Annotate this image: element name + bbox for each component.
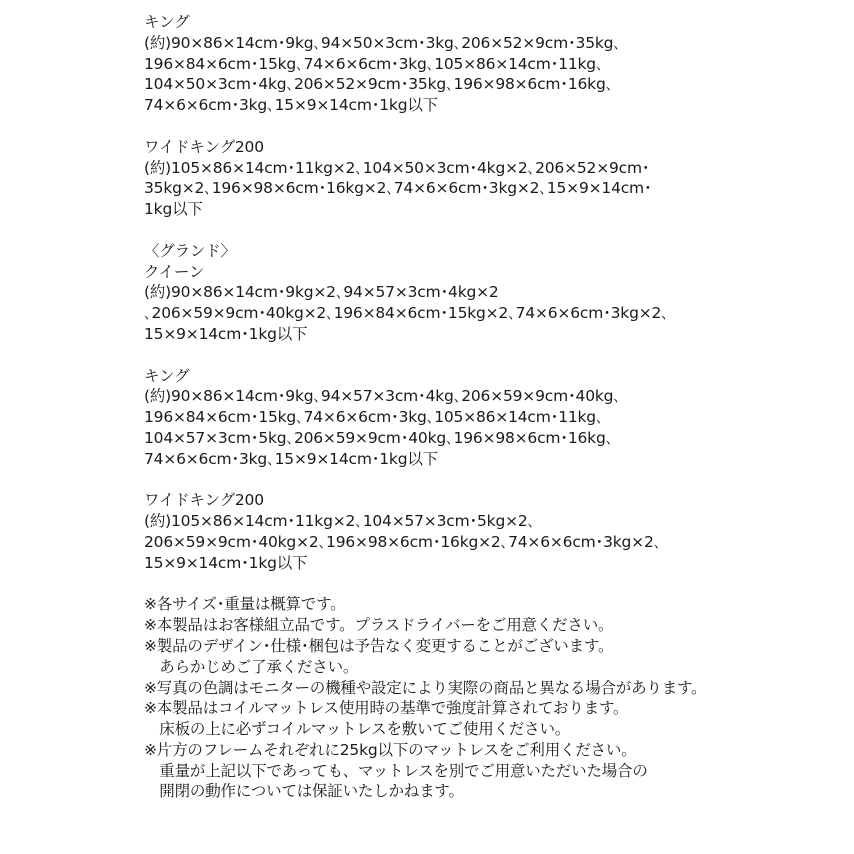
- spec-line: ､206×59×9cm･40kg×2､196×84×6cm･15kg×2､74×6×6cm･3kg×2､: [144, 304, 669, 323]
- note-line: 重量が上記以下であっても、マットレスを別でご用意いただいた場合の: [144, 761, 648, 780]
- note-line: ※各サイズ･重量は概算です。: [144, 595, 346, 614]
- spec-block-wide-king: [144, 137, 844, 220]
- spec-line: 206×59×9cm･40kg×2､196×98×6cm･16kg×2､74×6×6cm･3kg×2､: [144, 532, 662, 551]
- note-line: ※本製品はコイルマットレス使用時の基準で強度計算されております。: [144, 699, 629, 718]
- spec-line: (約)90×86×14cm･9kg､94×50×3cm･3kg､206×52×9cm･35kg､: [144, 33, 621, 52]
- note-line: あらかじめご了承ください。: [144, 657, 359, 676]
- series-heading: 〈グランド〉: [144, 241, 236, 260]
- spec-line: (約)90×86×14cm･9kg､94×57×3cm･4kg､206×59×9cm･40kg､: [144, 387, 621, 406]
- model-heading: ワイドキング200: [144, 491, 264, 510]
- model-heading: キング: [144, 13, 190, 31]
- section-gap: [144, 220, 844, 241]
- note-line: ※片方のフレームそれぞれに25kg以下のマットレスをご利用ください。: [144, 740, 637, 759]
- spec-document: [144, 12, 844, 802]
- spec-line: 35kg×2､196×98×6cm･16kg×2､74×6×6cm･3kg×2､15×9×14cm･: [144, 179, 652, 198]
- model-heading: ワイドキング200: [144, 137, 264, 156]
- spec-block-grand-king: [144, 366, 844, 470]
- spec-line: 104×57×3cm･5kg､206×59×9cm･40kg､196×98×6cm･16kg､: [144, 428, 614, 447]
- spec-line: 74×6×6cm･3kg､15×9×14cm･1kg以下: [144, 449, 438, 468]
- spec-block-king: [144, 12, 844, 116]
- section-gap: [144, 345, 844, 366]
- note-line: 開閉の動作については保証いたしかねます。: [144, 782, 464, 801]
- note-line: ※製品のデザイン･仕様･梱包は予告なく変更することがございます。: [144, 636, 614, 655]
- spec-line: (約)90×86×14cm･9kg×2､94×57×3cm･4kg×2: [144, 283, 499, 302]
- section-gap: [144, 470, 844, 491]
- spec-line: 15×9×14cm･1kg以下: [144, 324, 308, 343]
- model-heading: キング: [144, 366, 190, 385]
- note-line: ※写真の色調はモニターの機種や設定により実際の商品と異なる場合があります。: [144, 678, 707, 697]
- section-gap: [144, 574, 844, 595]
- spec-line: (約)105×86×14cm･11kg×2､104×57×3cm･5kg×2､: [144, 512, 536, 531]
- spec-line: 15×9×14cm･1kg以下: [144, 553, 308, 572]
- note-line: 床板の上に必ずコイルマットレスを敷いてご使用ください。: [144, 720, 571, 739]
- spec-block-grand-queen: [144, 241, 844, 345]
- spec-line: 196×84×6cm･15kg､74×6×6cm･3kg､105×86×14cm･11kg､: [144, 54, 604, 73]
- notes-block: [144, 594, 844, 802]
- spec-block-grand-wide-king: [144, 490, 844, 573]
- spec-line: 1kg以下: [144, 200, 203, 219]
- section-gap: [144, 116, 844, 137]
- spec-line: 196×84×6cm･15kg､74×6×6cm･3kg､105×86×14cm･11kg､: [144, 408, 604, 427]
- spec-line: 104×50×3cm･4kg､206×52×9cm･35kg､196×98×6cm･16kg､: [144, 75, 614, 94]
- model-heading: クイーン: [144, 262, 205, 281]
- note-line: ※本製品はお客様組立品です。プラスドライバーをご用意ください。: [144, 616, 614, 635]
- spec-line: 74×6×6cm･3kg､15×9×14cm･1kg以下: [144, 96, 438, 115]
- spec-line: (約)105×86×14cm･11kg×2､104×50×3cm･4kg×2､206×52×9cm･: [144, 158, 650, 177]
